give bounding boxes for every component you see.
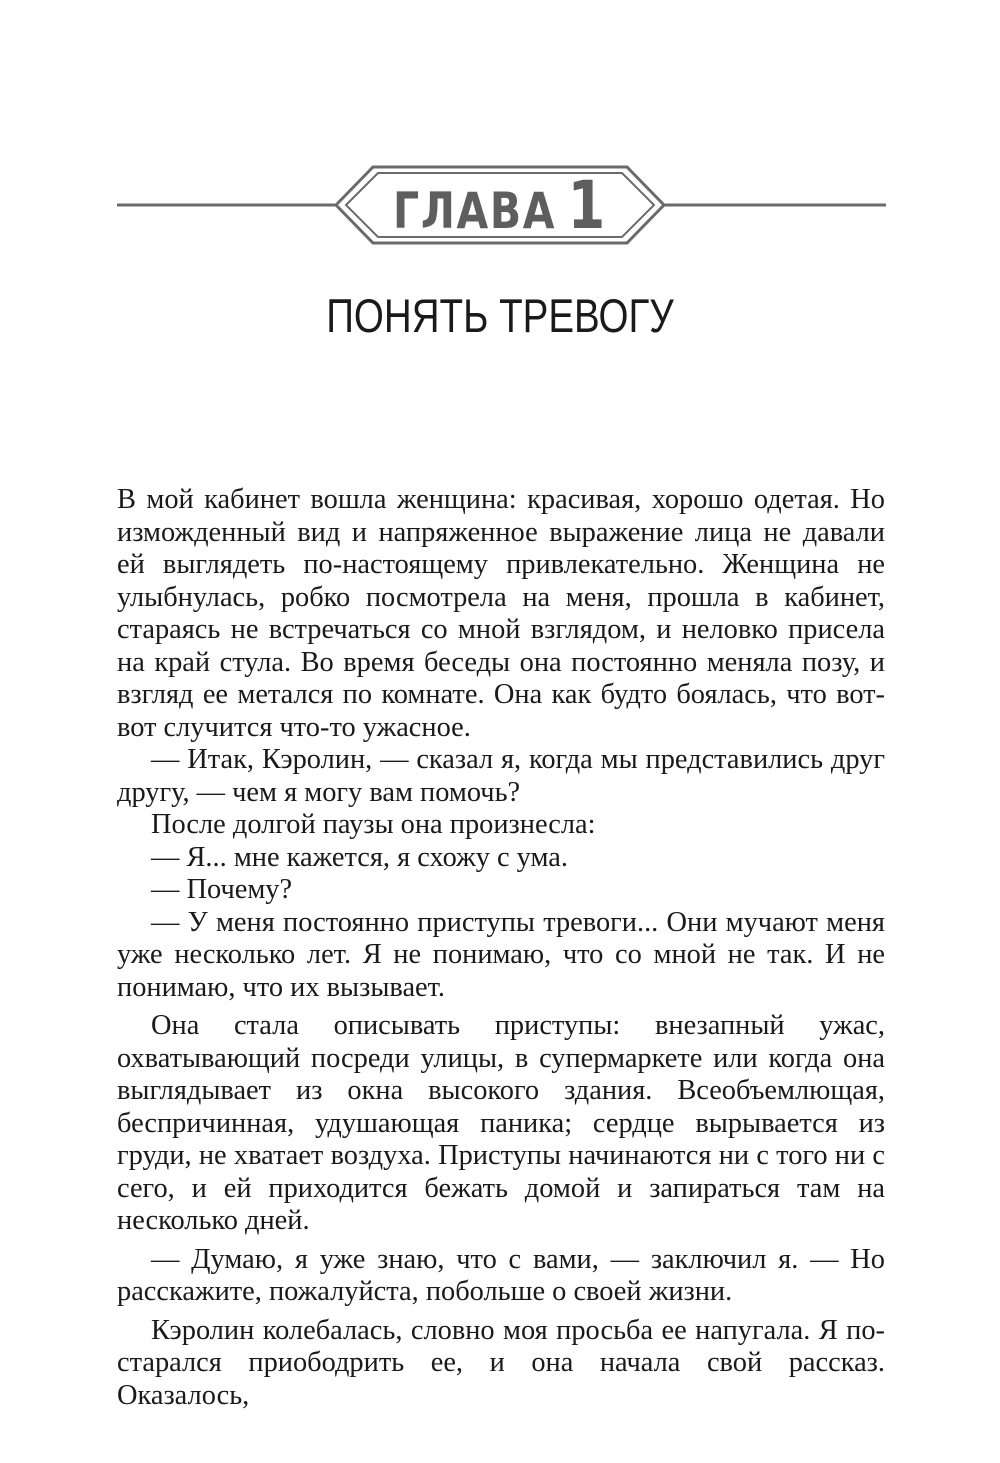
paragraph: — Почему? [151, 874, 293, 905]
paragraph: — Думаю, я уже знаю, что с вами, — заключил я. — Но расскажите, пожалуйста, побольше о своей жизни. [117, 1243, 885, 1307]
paragraph: — Итак, Кэролин, — сказал я, когда мы представились друг другу, — чем я могу вам помочь? [117, 744, 885, 808]
paragraph: В мой кабинет вошла женщина: красивая, хорошо одетая. Но изможденный вид и напряженное выражение лица не давали ей выглядеть по-настоящему привлекательно. Женщина не улыбнулась, робко посмотрела на меня, прошла в кабинет, стараясь не встречаться со мной взглядом, и неловко присела на край стула. Во время беседы она постоянно меняла позу, и взгляд ее метался по комнате. Она как будто боялась, что вот-вот случится что-то ужасное. [117, 484, 885, 743]
paragraph: — Я... мне кажется, я схожу с ума. [151, 841, 568, 873]
chapter-title: ПОНЯТЬ ТРЕВОГУ [326, 289, 674, 342]
chapter-banner [0, 160, 1000, 250]
paragraph: После долгой паузы она произнесла: [151, 809, 596, 840]
chapter-word: ГЛАВА [393, 182, 557, 240]
chapter-label [366, 160, 635, 250]
paragraph: Кэролин колебалась, словно моя просьба ее напугала. Я постарался приободрить ее, и она начала свой рассказ. Оказалось, [117, 1314, 885, 1411]
chapter-number: 1 [567, 167, 607, 244]
body-text [117, 484, 885, 1412]
paragraph: Она стала описывать приступы: внезапный ужас, охватывающий посреди улицы, в супермаркете или когда она выглядывает из окна высокого здания. Всеобъемлющая, беспричинная, удушающая паника; сердце вырывается из груди, не хватает воздуха. Приступы начинаются ни с того ни с сего, и ей приходится бежать домой и запираться там на несколько дней. [117, 1010, 885, 1236]
paragraph: — У меня постоянно приступы тревоги... Они мучают меня уже несколько лет. Я не понимаю, что со мной не так. И не понимаю, что их вызывает. [117, 906, 885, 1003]
